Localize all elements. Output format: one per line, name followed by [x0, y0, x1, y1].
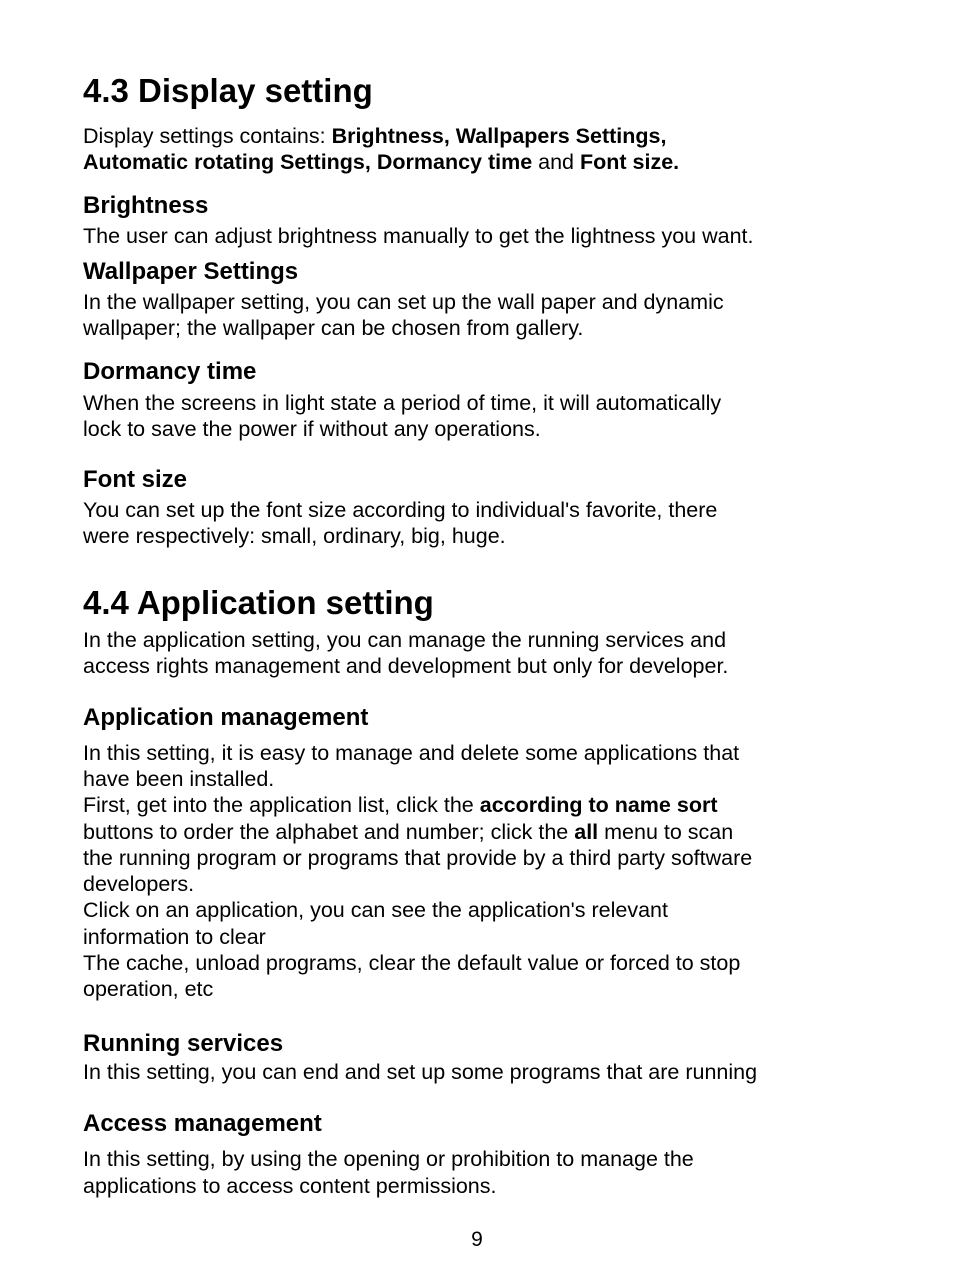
management-text-line-8: information to clear — [83, 925, 266, 949]
heading-font-size: Font size — [83, 466, 188, 493]
application-intro-line-2: access rights management and development but only for developer. — [83, 654, 729, 678]
management-line-4-suffix: menu to scan — [598, 820, 734, 844]
heading-access-management: Access management — [83, 1110, 322, 1137]
section-title-display-setting: 4.3 Display setting — [83, 72, 373, 109]
running-text-line-1: In this setting, you can end and set up some programs that are running — [83, 1060, 758, 1084]
management-text-line-1: In this setting, it is easy to manage and delete some applications that — [83, 741, 740, 765]
heading-application-management: Application management — [83, 704, 369, 731]
access-text-line-2: applications to access content permissions. — [83, 1174, 497, 1198]
all-menu-term: all — [574, 820, 599, 844]
wallpaper-text-line-2: wallpaper; the wallpaper can be chosen from gallery. — [83, 316, 584, 340]
management-text-line-4 — [83, 819, 733, 846]
display-intro-bold-1: Brightness, Wallpapers Settings, — [331, 124, 667, 148]
display-intro-bold-3: Font size. — [580, 150, 680, 174]
management-text-line-7: Click on an application, you can see the application's relevant — [83, 898, 668, 922]
dormancy-text-line-2: lock to save the power if without any operations. — [83, 417, 541, 441]
management-text-line-9: The cache, unload programs, clear the default value or forced to stop — [83, 951, 741, 975]
access-text-line-1: In this setting, by using the opening or prohibition to manage the — [83, 1147, 694, 1171]
display-intro-line-2 — [83, 149, 679, 176]
heading-running-services: Running services — [83, 1030, 284, 1057]
heading-dormancy-time: Dormancy time — [83, 358, 257, 385]
display-intro-bold-2: Automatic rotating Settings, Dormancy time — [83, 150, 533, 174]
fontsize-text-line-2: were respectively: small, ordinary, big, huge. — [83, 524, 506, 548]
brightness-text-line-1: The user can adjust brightness manually to get the lightness you want. — [83, 224, 754, 248]
application-intro-line-1: In the application setting, you can manage the running services and — [83, 628, 727, 652]
heading-brightness: Brightness — [83, 192, 209, 219]
management-text-line-10: operation, etc — [83, 977, 214, 1001]
section-title-application-setting: 4.4 Application setting — [83, 584, 434, 621]
management-line-4-prefix: buttons to order the alphabet and number; click the — [83, 820, 575, 844]
management-text-line-5: the running program or programs that provide by a third party software — [83, 846, 753, 870]
display-intro-prefix: Display settings contains: — [83, 124, 332, 148]
page-number: 9 — [471, 1228, 483, 1251]
management-text-line-2: have been installed. — [83, 767, 275, 791]
dormancy-text-line-1: When the screens in light state a period of time, it will automatically — [83, 391, 722, 415]
wallpaper-text-line-1: In the wallpaper setting, you can set up the wall paper and dynamic — [83, 290, 724, 314]
management-line-3-prefix: First, get into the application list, click the — [83, 793, 480, 817]
management-text-line-6: developers. — [83, 872, 195, 896]
according-to-name-sort-term: according to name sort — [479, 793, 718, 817]
display-intro-line-1 — [83, 123, 666, 150]
fontsize-text-line-1: You can set up the font size according to individual's favorite, there — [83, 498, 718, 522]
heading-wallpaper-settings: Wallpaper Settings — [83, 258, 299, 285]
management-text-line-3 — [83, 792, 717, 819]
display-intro-mid: and — [532, 150, 580, 174]
